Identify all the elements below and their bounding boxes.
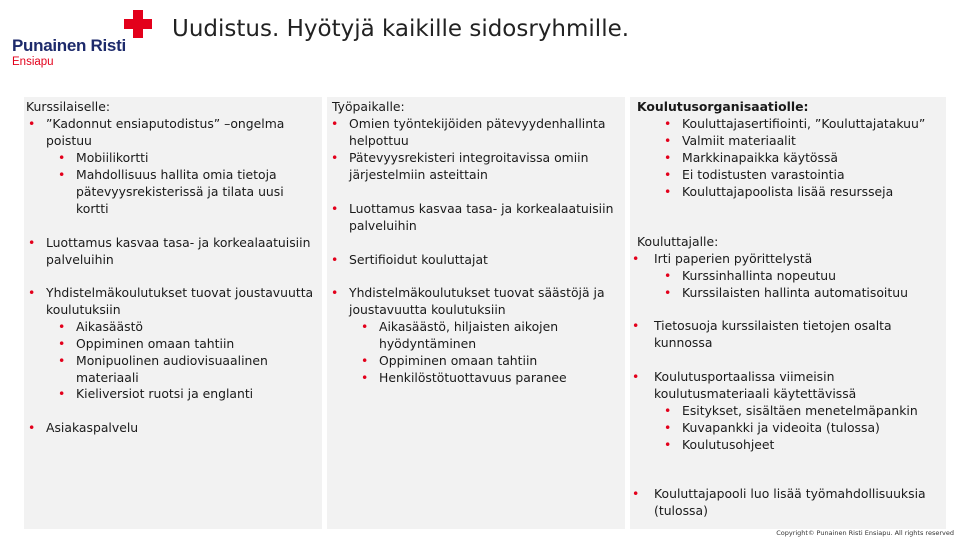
red-cross-icon: [124, 10, 152, 38]
bullet-item: • Luottamus kasvaa tasa- ja korkealaatuisiin palveluihin: [24, 235, 320, 269]
panel-heading: Kouluttajalle:: [637, 234, 719, 249]
sub-bullet-item: • Koulutusohjeet: [630, 437, 944, 454]
sub-bullet-item: • Kouluttajapoolista lisää resursseja: [630, 184, 944, 201]
bullet-item: • Tietosuoja kurssilaisten tietojen osalta kunnossa: [630, 318, 944, 352]
slide-title: Uudistus. Hyötyjä kaikille sidosryhmille.: [172, 16, 630, 42]
bullet-item: • Luottamus kasvaa tasa- ja korkealaatuisiin palveluihin: [327, 201, 623, 235]
sub-bullet-item: • Kuvapankki ja videoita (tulossa): [630, 420, 944, 437]
brand-subtitle: Ensiapu: [12, 56, 54, 68]
bullet-item: • Irti paperien pyörittelystä: [630, 251, 944, 268]
bullet-group: [24, 235, 320, 269]
panel-koulutusorganisaatio: [630, 97, 946, 529]
sub-bullet-item: • Aikasäästö: [24, 319, 320, 336]
sub-bullet-item: • Mahdollisuus hallita omia tietoja pätevyysrekisterissä ja tilata uusi kortti: [24, 167, 320, 218]
sub-bullet-item: • Markkinapaikka käytössä: [630, 150, 944, 167]
sub-bullet-item: • Kurssilaisten hallinta automatisoituu: [630, 285, 944, 302]
bullet-item: • Pätevyysrekisteri integroitavissa omiin järjestelmiin asteittain: [327, 150, 623, 184]
sub-bullet-item: • Ei todistusten varastointia: [630, 167, 944, 184]
sub-bullet-item: • Mobiilikortti: [24, 150, 320, 167]
sub-bullet-item: • Oppiminen omaan tahtiin: [24, 336, 320, 353]
bullet-item: • Kouluttajapooli luo lisää työmahdollisuuksia (tulossa): [630, 486, 944, 520]
bullet-item: • Omien työntekijöiden pätevyydenhallinta helpottuu: [327, 116, 623, 150]
bullet-group: [327, 201, 623, 235]
bullet-group: [630, 116, 944, 201]
panel-tyopaikalle: [327, 97, 625, 529]
panel-heading: Kurssilaiselle:: [26, 99, 111, 114]
bullet-item: • Yhdistelmäkoulutukset tuovat säästöjä ja joustavuutta koulutuksiin: [327, 285, 623, 319]
sub-bullet-item: • Henkilöstötuottavuus paranee: [327, 370, 623, 387]
bullet-group: [630, 251, 944, 302]
bullet-group: [24, 420, 320, 437]
bullet-group: [327, 285, 623, 386]
sub-bullet-item: • Kurssinhallinta nopeutuu: [630, 268, 944, 285]
brand-logo: [10, 6, 150, 66]
sub-bullet-item: • Monipuolinen audiovisuaalinen materiaali: [24, 353, 320, 387]
panel-heading: Koulutusorganisaatiolle:: [637, 99, 809, 114]
bullet-group: [327, 116, 623, 184]
sub-bullet-item: • Kieliversiot ruotsi ja englanti: [24, 386, 320, 403]
sub-bullet-item: • Kouluttajasertifiointi, ”Kouluttajatakuu”: [630, 116, 944, 133]
bullet-group: [630, 486, 944, 520]
sub-bullet-item: • Oppiminen omaan tahtiin: [327, 353, 623, 370]
bullet-item: • Asiakaspalvelu: [24, 420, 320, 437]
bullet-item: • Yhdistelmäkoulutukset tuovat joustavuutta koulutuksiin: [24, 285, 320, 319]
brand-name: Punainen Risti: [12, 36, 126, 55]
panel-kurssilaiselle: [24, 97, 322, 529]
bullet-item: • Sertifioidut kouluttajat: [327, 252, 623, 269]
panel-heading: Työpaikalle:: [332, 99, 405, 114]
sub-bullet-item: • Valmiit materiaalit: [630, 133, 944, 150]
bullet-group: [24, 116, 320, 217]
bullet-group: [630, 369, 944, 454]
sub-bullet-item: • Esitykset, sisältäen menetelmäpankin: [630, 403, 944, 420]
bullet-item: • ”Kadonnut ensiaputodistus” –ongelma poistuu: [24, 116, 320, 150]
bullet-group: [630, 318, 944, 352]
bullet-item: • Koulutusportaalissa viimeisin koulutusmateriaali käytettävissä: [630, 369, 944, 403]
bullet-group: [327, 252, 623, 269]
copyright-footer: Copyright© Punainen Risti Ensiapu. All rights reserved: [776, 529, 954, 537]
sub-bullet-item: • Aikasäästö, hiljaisten aikojen hyödyntäminen: [327, 319, 623, 353]
bullet-group: [24, 285, 320, 403]
